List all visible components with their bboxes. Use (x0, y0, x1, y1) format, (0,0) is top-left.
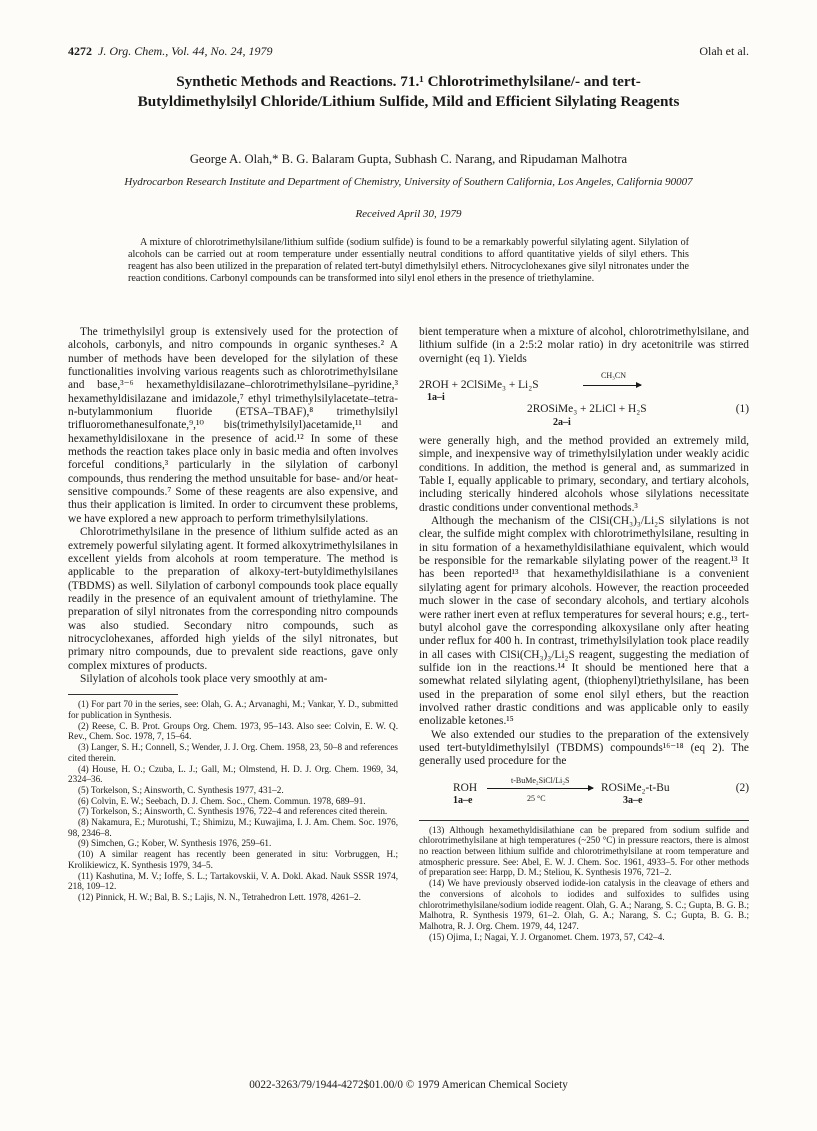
body-paragraph: The trimethylsilyl group is extensively used for the protection of alcohols, carbonyls, and nitro compounds in organic syntheses.² A number of methods have been developed for the silylation of these functionalities involving various reagents such as chlorotrimethylsilane and base,³⁻⁶ hexamethyldisilazane–chlorotrimethylsilane–pyridine,³ hexamethyldisilazane and imidazole,⁷ ethyl trimethylsilylacetate–tetra-n-butylammonium fluoride (ETSA–TBAF),⁸ trimethylsilyl trifluoromethanesulfonate,⁹,¹⁰ bis(trimethylsilyl)acetamide,¹¹ and hexamethyldisiloxane in the presence of acid.¹² In some of these methods the reaction takes place only in basic media and often involves forceful conditions,³ particularly in the silylation of carbonyl compounds, thus rendering the method unsuitable for base- and/or heat-sensitive compounds.⁷ Some of these reagents are also expensive, and thus their application is limited. In order to circumvent these problems, we have explored a new approach to perform trimethylsilylations. (68, 326, 398, 525)
body-paragraph: Silylation of alcohols took place very smoothly at am- (80, 672, 328, 685)
left-column (68, 326, 398, 903)
eq2-product-label: 3a–e (623, 794, 643, 806)
footnote: (2) Reese, C. B. Prot. Groups Org. Chem. 1973, 95–143. Also see: Colvin, E. W. Q. Rev., Chem. Soc. 1978, 7, 15–64. (68, 720, 398, 742)
footnote-divider (419, 820, 749, 821)
right-column (419, 326, 749, 942)
eq2-product: ROSiMe₂-t-Bu (601, 781, 670, 794)
eq2-condition-bottom: 25 °C (527, 793, 546, 803)
author-list: George A. Olah,* B. G. Balaram Gupta, Subhash C. Narang, and Ripudaman Malhotra (189, 152, 628, 166)
header-left (68, 44, 273, 59)
footnote: (8) Nakamura, E.; Murotushi, T.; Shimizu, M.; Kuwajima, I. J. Am. Chem. Soc. 1976, 98, 2346–8. (68, 817, 398, 838)
footnote: (15) Ojima, I.; Nagai, Y. J. Organomet. Chem. 1973, 57, C42–4. (429, 931, 665, 942)
running-header (68, 44, 749, 62)
abstract: A mixture of chlorotrimethylsilane/lithium sulfide (sodium sulfide) is found to be a remarkably powerful silylating agent. Silylation of alcohols can be carried out at room temperature under essentially neutral conditions to afford quantitative yields of silyl ethers. This reagent has also been utilized in the preparation of related tert-butyl dimethylsilyl ethers. Nitrocyclohexanes give silyl nitronates under the reaction conditions. Carbonyl compounds can be transformed into silyl enol ethers in the presence of triethylamine. (128, 237, 689, 284)
body-paragraph: were generally high, and the method provided an extremely mild, simple, and inexpensive way of trimethylsilylation under weakly acidic conditions. In addition, the method is general and, as summarized in Table I, equally applicable to primary, secondary, and tertiary alcohols, including sterically hindered alcohols whose silylations necessitate drastic conditions under conventional methods.³ (419, 435, 749, 514)
eq2-arrow (487, 788, 593, 789)
eq2-number: (2) (735, 781, 749, 794)
footnote: (9) Simchen, G.; Kober, W. Synthesis 1976, 259–61. (78, 838, 272, 849)
footnote: (7) Torkelson, S.; Ainsworth, C. Synthesis 1976, 722–4 and references cited therein. (78, 806, 388, 817)
equation-2 (419, 772, 749, 812)
body-paragraph: Chlorotrimethylsilane in the presence of lithium sulfide acted as an extremely powerful silylating agent. It formed alkoxytrimethylsilanes in excellent yields from alcohols at room temperature. The method is applicable to the preparation of alkoxy-tert-butyldimethylsilanes (TBDMS) as well. Silylation of carbonyl compounds took place equally readily in the presence of an equivalent amount of triethylamine. The preparation of silyl nitronates from the corresponding nitro compounds was also studied. Secondary nitro compounds, such as nitrocyclohexanes, afforded high yields of the silyl nitronates, but primary nitro compounds, due to prevalent side reactions, gave only complex mixtures of products. (68, 526, 398, 672)
received-date: Received April 30, 1979 (355, 208, 462, 220)
footnote: (14) We have previously observed iodide-ion catalysis in the cleavage of ethers and the conversions of alcohols to iodides and sulfoxides to sulfides using chlorotrimethylsilane/sodium iodide reagent. Olah, G. A.; Narang, S. C.; Gupta, B. G. B.; Malhotra, R. Synthesis 1979, 61–2. Olah, G. A.; Narang, S. C.; Gupta, B. G. B.; Malhotra, R. J. Org. Chem. 1979, 44, 1247. (419, 878, 749, 931)
footnote: (10) A similar reagent has recently been generated in situ: Vorbruggen, H.; Krolikiewicz, K. Synthesis 1979, 34–5. (68, 849, 398, 870)
page-number: 4272 (68, 44, 92, 58)
footnote: (4) House, H. O.; Czuba, L. J.; Gall, M.; Olmstend, H. D. J. Org. Chem. 1969, 34, 2324–36. (68, 763, 398, 785)
copyright-footer: 0022-3263/79/1944-4272$01.00/0 © 1979 American Chemical Society (249, 1079, 568, 1091)
eq2-reactant-label: 1a–e (453, 794, 473, 806)
footnote: (3) Langer, S. H.; Connell, S.; Wender, J. J. Org. Chem. 1958, 23, 50–8 and references cited therein. (68, 742, 398, 763)
footnotes-left (68, 699, 398, 902)
eq1-products: 2ROSiMe₃ + 2LiCl + H₂S (527, 403, 647, 416)
footnote: (1) For part 70 in the series, see: Olah, G. A.; Arvanaghi, M.; Vankar, Y. D., submitted for publication in Synthesis. (68, 699, 398, 720)
body-paragraph: bient temperature when a mixture of alcohol, chlorotrimethylsilane, and lithium sulfide (in a 2:5:2 molar ratio) in dry acetonitrile was stirred overnight (eq 1). Yields (419, 326, 749, 365)
eq1-number: (1) (735, 403, 749, 416)
eq1-arrow (583, 385, 641, 386)
footnote: (13) Although hexamethyldisilathiane can be prepared from sodium sulfide and chlorotrimethylsilane at high temperatures (~250 °C) in pressure reactors, there is almost no reaction between lithium sulfide and chlorotrimethylsilane at room temperature and atmospheric pressure. See: Abel, E. W. J. Chem. Soc. 1961, 4933–5. For other methods of preparation see: Harpp, D. M.; Steliou, K. Synthesis 1976, 721–2. (419, 824, 749, 878)
affiliation: Hydrocarbon Research Institute and Department of Chemistry, University of Southern California, Los Angeles, California 90007 (124, 176, 693, 188)
journal-citation: J. Org. Chem., Vol. 44, No. 24, 1979 (98, 44, 273, 58)
eq1-reactants: 2ROH + 2ClSiMe₃ + Li₂S (419, 379, 539, 392)
footnote: (6) Colvin, E. W.; Seebach, D. J. Chem. Soc., Chem. Commun. 1978, 689–91. (78, 795, 366, 806)
footnote-divider (68, 694, 178, 695)
footnote: (12) Pinnick, H. W.; Bal, B. S.; Lajis, N. N., Tetrahedron Lett. 1978, 4261–2. (78, 891, 361, 902)
equation-1 (419, 369, 749, 431)
article-title: Synthetic Methods and Reactions. 71.¹ Chlorotrimethylsilane/- and tert-Butyldimethylsilyl Chloride/Lithium Sulfide, Mild and Efficient Silylating Reagents (137, 73, 680, 110)
eq2-condition-top: t-BuMe₂SiCl/Li₂S (511, 775, 570, 785)
eq2-reactant: ROH (453, 781, 478, 794)
footnote: (11) Kashutina, M. V.; Ioffe, S. L.; Tartakovskii, V. A. Dokl. Akad. Nauk SSSR 1974, 218, 109–12. (68, 870, 398, 892)
body-paragraph: We also extended our studies to the preparation of the extensively used tert-butyldimethylsilyl (TBDMS) compounds¹⁶⁻¹⁸ (eq 2). The generally used procedure for the (419, 728, 749, 768)
body-paragraph: Although the mechanism of the ClSi(CH₃)₃/Li₂S silylations is not clear, the sulfide might complex with chlorotrimethylsilane, resulting in in situ formation of a hexamethyldisilathiane equivalent, which would be responsible for the remarkable silylating power of the reagent.¹³ It has been reported¹³ that hexamethyldisilathiane is a convenient silylating agent for primary alcohols. However, the reaction proceeded much slower in the case of secondary alcohols, and tertiary alcohols were rather inert even at reflux temperatures for several hours; e.g., tert-butyl alcohol gave the corresponding alkoxysilane only after heating under reflux for 400 h. In contrast, trimethylsilylation took place readily in all cases with ClSi(CH₃)₃/Li₂S reagent, suggesting the mediation of sulfide ion in the reactions.¹⁴ It should be mentioned here that a somewhat related silylating agent, (thiophenyl)triethylsilane, has been used in the preparation of some enol silyl ethers, but the reaction involved rather drastic conditions and was applicable only to easily enolizable ketones.¹⁵ (419, 515, 749, 728)
eq1-product-label: 2a–i (553, 417, 571, 429)
eq1-condition: CH₃CN (601, 371, 627, 381)
footnotes-right (419, 825, 749, 943)
running-author: Olah et al. (699, 44, 749, 58)
eq1-reactant-label: 1a–i (427, 392, 445, 404)
footnote: (5) Torkelson, S.; Ainsworth, C. Synthesis 1977, 431–2. (78, 784, 284, 795)
